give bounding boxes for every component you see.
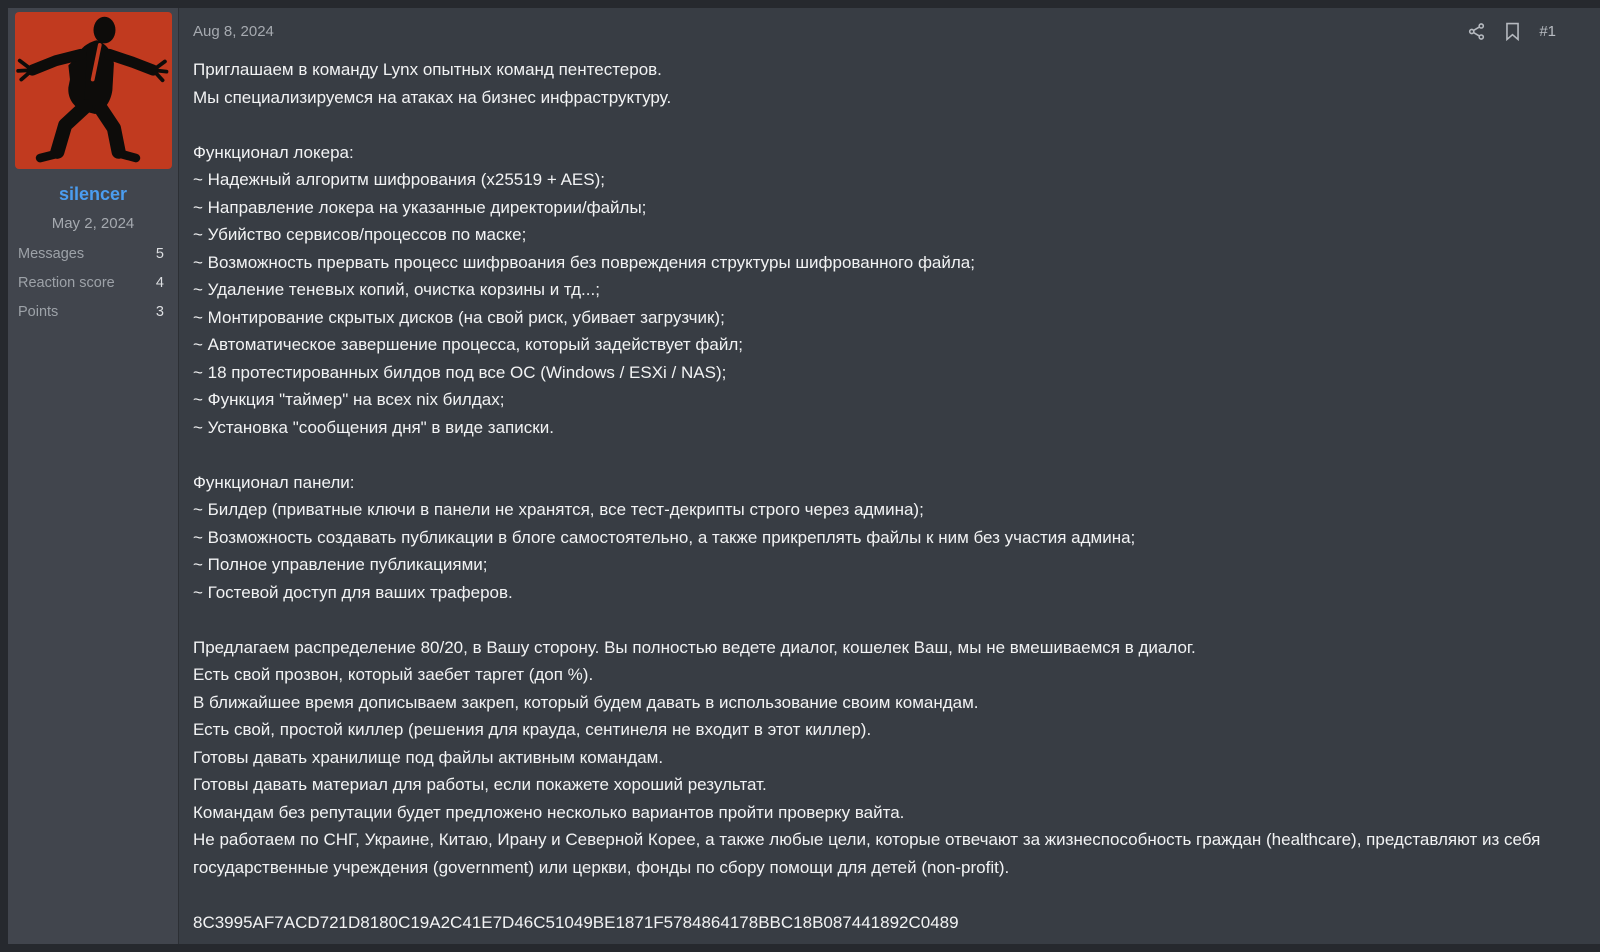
post-body [193, 56, 1580, 936]
post-body-line: ~ Монтирование скрытых дисков (на свой риск, убивает загрузчик); [193, 307, 725, 327]
post-body-line: Предлагаем распределение 80/20, в Вашу сторону. Вы полностью ведете диалог, кошелек Ваш, мы не вмешиваемся в диалог. [193, 637, 1196, 657]
stat-row [18, 246, 164, 262]
dancing-man-icon [15, 12, 172, 169]
post-content [179, 8, 1600, 944]
post-body-line: ~ Гостевой доступ для ваших траферов. [193, 582, 513, 602]
join-date: May 2, 2024 [51, 215, 135, 232]
stat-row [18, 304, 164, 320]
post-body-line: Есть свой прозвон, который заебет таргет (доп %). [193, 665, 594, 684]
bookmark-icon[interactable] [1504, 22, 1521, 41]
post-date-link[interactable]: Aug 8, 2024 [193, 22, 274, 40]
post-body-line: ~ Удаление теневых копий, очистка корзины и тд...; [193, 280, 600, 299]
author-stats [8, 246, 178, 320]
post-body-blank-line [193, 606, 1580, 634]
post-header [193, 20, 1580, 42]
post-number-link[interactable]: #1 [1539, 22, 1556, 40]
post-body-line: ~ Возможность прервать процесс шифрвоания без повреждения структуры шифрованного файла; [193, 252, 975, 272]
post-body-blank-line [193, 441, 1580, 469]
username-link[interactable]: silencer [58, 184, 128, 204]
post-body-line: ~ Возможность создавать публикации в блоге самостоятельно, а также прикреплять файлы к ним без участия админа; [193, 527, 1136, 547]
post-body-blank-line [193, 111, 1580, 139]
stat-value: 3 [155, 304, 164, 320]
avatar[interactable] [15, 12, 172, 169]
author-sidebar [8, 8, 179, 944]
stat-label: Messages [18, 246, 85, 262]
post-body-line: Готовы давать хранилище под файлы активным командам. [193, 747, 664, 767]
post-body-line: Командам без репутации будет предложено несколько вариантов пройти проверку вайта. [193, 802, 905, 822]
post-actions [1467, 22, 1556, 41]
post-body-line: ~ Функция "таймер" на всех nix билдах; [193, 390, 505, 409]
post-body-line: В ближайшее время дописываем закреп, который будем давать в использование своим командам. [193, 692, 979, 712]
post-body-line: ~ Установка "сообщения дня" в виде записки. [193, 417, 554, 437]
post-body-line: Мы специализируемся на атаках на бизнес инфраструктуру. [193, 87, 672, 107]
post-body-line: ~ Направление локера на указанные директории/файлы; [193, 197, 647, 217]
stat-value: 5 [155, 246, 164, 262]
forum-post [8, 8, 1600, 944]
post-body-line: Функционал панели: [193, 472, 355, 492]
post-body-line: Готовы давать материал для работы, если покажете хороший результат. [193, 775, 767, 794]
post-body-line: ~ Надежный алгоритм шифрования (x25519 + AES); [193, 170, 605, 189]
post-body-line: ~ Билдер (приватные ключи в панели не хранятся, все тест-декрипты строго через админа); [193, 500, 924, 519]
stat-row [18, 275, 164, 291]
stat-label: Points [18, 304, 59, 320]
post-body-line: ~ 18 протестированных билдов под все ОС (Windows / ESXi / NAS); [193, 362, 727, 382]
stat-label: Reaction score [18, 275, 115, 291]
post-body-line: Функционал локера: [193, 142, 354, 162]
post-body-line: ~ Полное управление публикациями; [193, 555, 488, 574]
post-body-line: ~ Автоматическое завершение процесса, который задействует файл; [193, 335, 743, 354]
post-body-line: Есть свой, простой киллер (решения для крауда, сентинеля не входит в этот киллер). [193, 720, 872, 739]
post-body-blank-line [193, 881, 1580, 909]
post-body-line: Приглашаем в команду Lynx опытных команд пентестеров. [193, 60, 662, 79]
share-icon[interactable] [1467, 22, 1486, 41]
post-body-line: ~ Убийство сервисов/процессов по маске; [193, 225, 527, 244]
stat-value: 4 [155, 275, 164, 291]
post-body-line: 8C3995AF7ACD721D8180C19A2C41E7D46C51049BE1871F5784864178BBC18B087441892C0489 [193, 912, 959, 932]
post-body-line: Не работаем по СНГ, Украине, Китаю, Ирану и Северной Корее, а также любые цели, которые отвечают за жизнеспособность граждан (healthcare), представляют из себя государственные учреждения (government) или церкви, фонды по сбору помощи для детей (non-profit). [193, 830, 1546, 877]
